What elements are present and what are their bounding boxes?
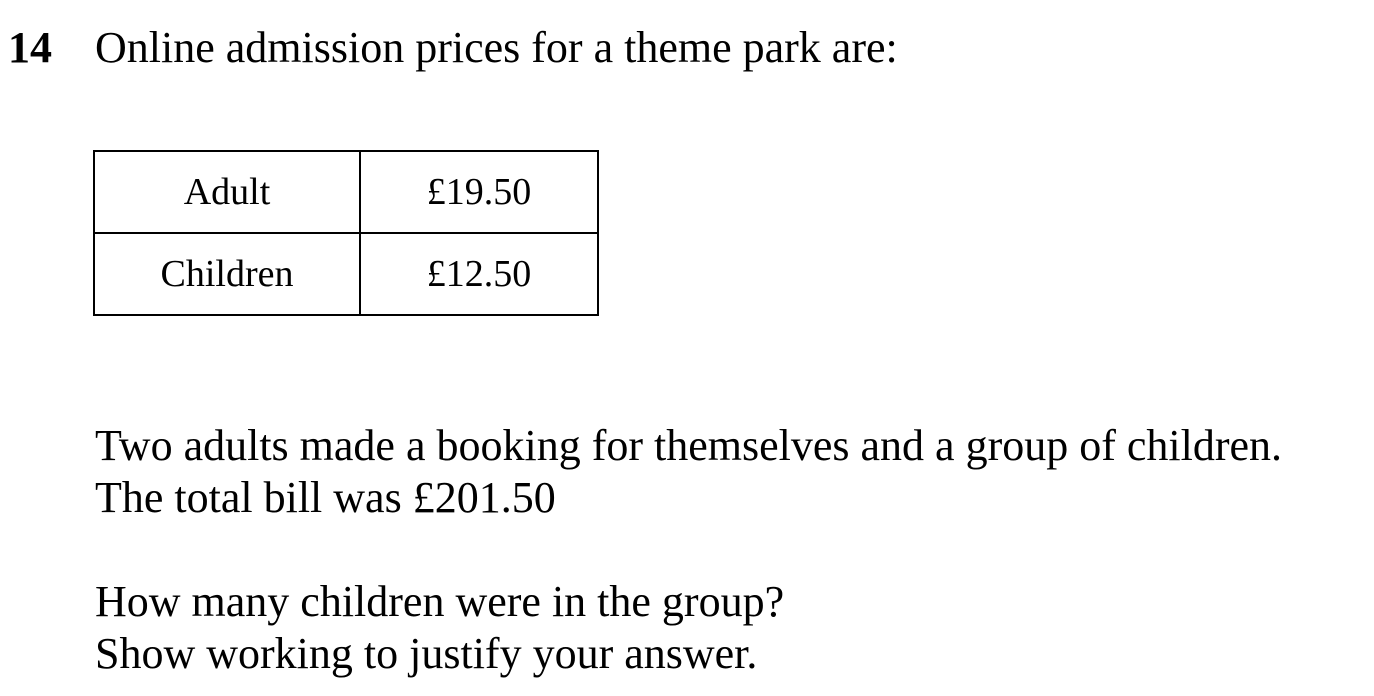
ticket-type-cell: Adult	[94, 151, 360, 233]
question-intro: Online admission prices for a theme park are:	[95, 23, 898, 72]
task-question-line: How many children were in the group?	[95, 577, 785, 626]
table-row	[94, 233, 598, 315]
task-instruction-line: Show working to justify your answer.	[95, 629, 758, 678]
ticket-type-cell: Children	[94, 233, 360, 315]
table-row	[94, 151, 598, 233]
ticket-price-cell: £19.50	[360, 151, 598, 233]
task-paragraph	[95, 576, 784, 680]
scenario-line: Two adults made a booking for themselves and a group of children.	[95, 421, 1283, 470]
ticket-price-cell: £12.50	[360, 233, 598, 315]
admission-prices-table	[93, 150, 599, 316]
total-bill-line: The total bill was £201.50	[95, 473, 556, 522]
question-number: 14	[8, 23, 52, 72]
scenario-paragraph	[95, 420, 1282, 524]
